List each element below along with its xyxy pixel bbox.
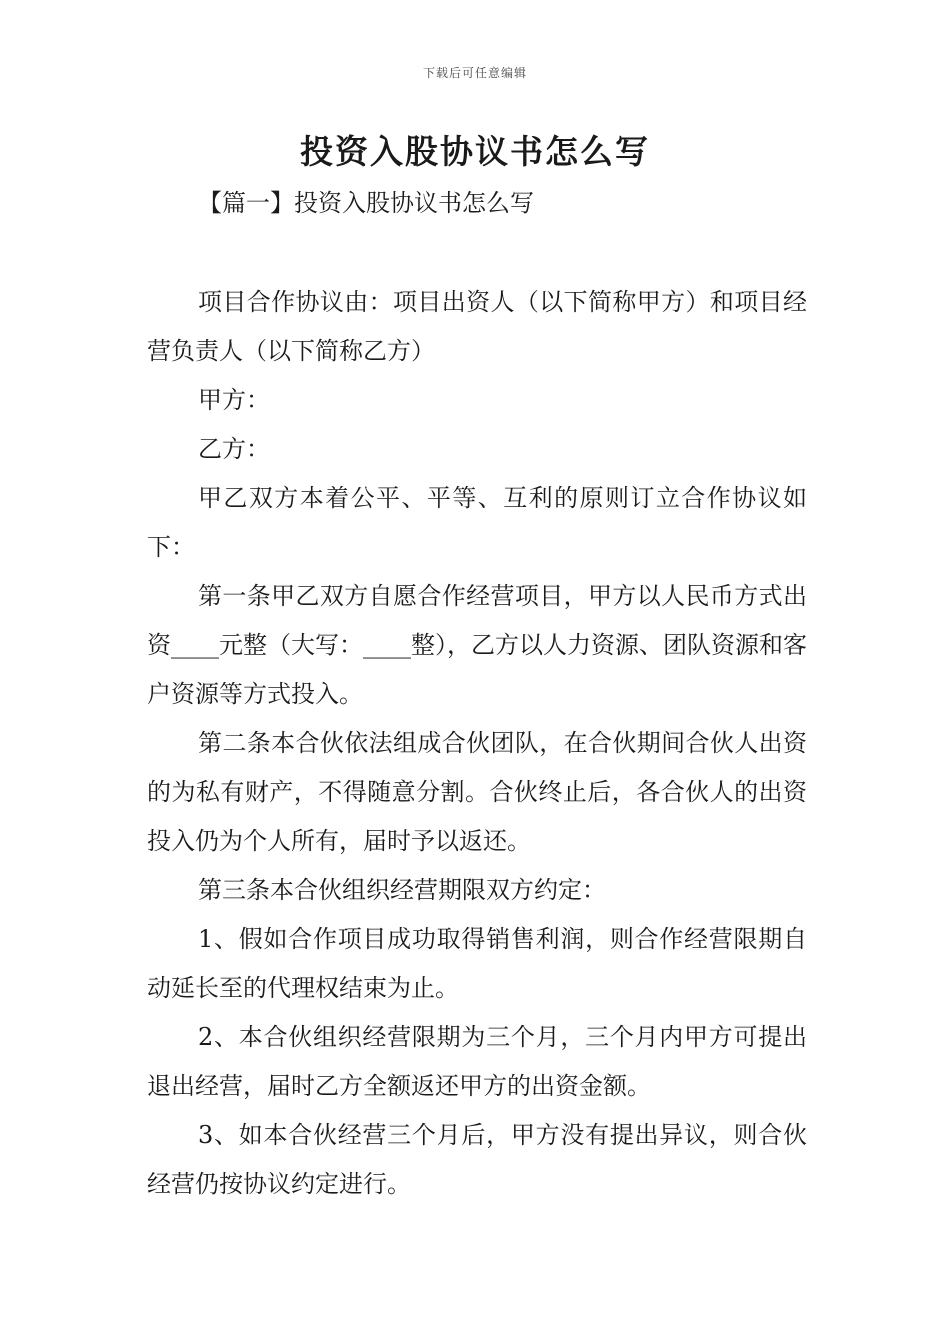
paragraph-party-a: 甲方： — [198, 386, 270, 414]
paragraph-article-3: 第三条本合伙组织经营期限双方约定： — [198, 876, 606, 904]
paragraph-article-2: 第二条本合伙依法组成合伙团队，在合伙期间合伙人出资的为私有财产，不得随意分割。合伙终止后，各合伙人的出资投入仍为个人所有，届时予以返还。 — [147, 729, 807, 855]
document-body — [147, 278, 807, 1209]
paragraph-clause-3: 3、如本合伙经营三个月后，甲方没有提出异议，则合伙经营仍按协议约定进行。 — [147, 1121, 807, 1198]
document-title: 投资入股协议书怎么写 — [300, 132, 650, 171]
paragraph-parties: 项目合作协议由：项目出资人（以下简称甲方）和项目经营负责人（以下简称乙方） — [147, 288, 807, 365]
paragraph-clause-1: 1、假如合作项目成功取得销售利润，则合作经营限期自动延长至的代理权结束为止。 — [147, 925, 807, 1002]
header-note: 下载后可任意编辑 — [422, 66, 527, 80]
paragraph-party-b: 乙方： — [198, 435, 270, 463]
paragraph-clause-2: 2、本合伙组织经营限期为三个月，三个月内甲方可提出退出经营，届时乙方全额返还甲方的出资金额。 — [147, 1023, 807, 1100]
section-heading: 【篇一】投资入股协议书怎么写 — [198, 189, 534, 217]
paragraph-principle: 甲乙双方本着公平、平等、互利的原则订立合作协议如下： — [147, 484, 807, 561]
paragraph-article-1: 第一条甲乙双方自愿合作经营项目，甲方以人民币方式出资____元整（大写：____整），乙方以人力资源、团队资源和客户资源等方式投入。 — [147, 582, 807, 708]
